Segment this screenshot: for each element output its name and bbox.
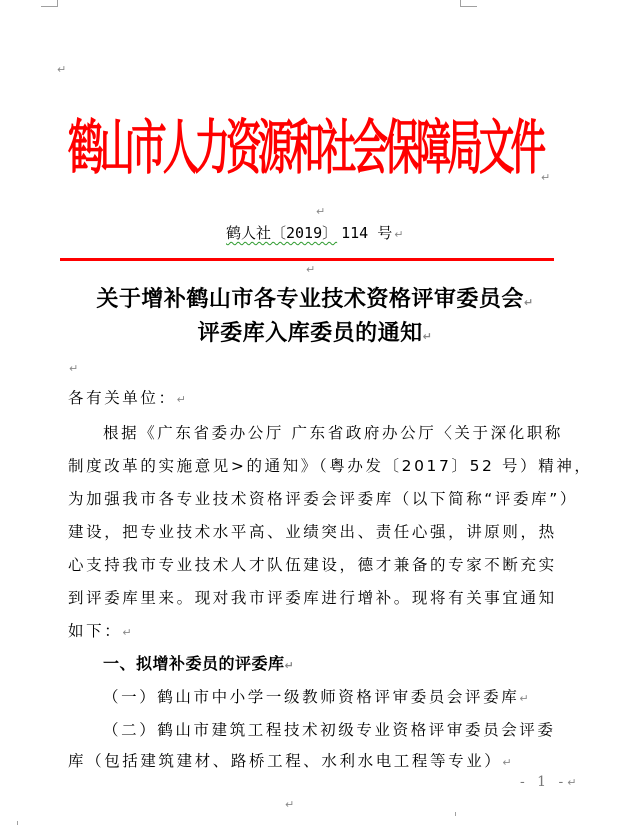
page-corner-mark-bottom-right xyxy=(455,812,457,816)
body-line-6: 到评委库里来。现对我市评委库进行增补。现将有关事宜通知 xyxy=(68,589,557,607)
title-line-2-text: 评委库入库委员的通知 xyxy=(197,320,423,346)
paragraph-mark-icon: ↵ xyxy=(176,393,189,406)
paragraph-mark-icon: ↵ xyxy=(122,626,135,639)
body-line-4: 建设，把专业技术水平高、业绩突出、责任心强，讲原则，热 xyxy=(68,523,557,541)
body-line-2: 制度改革的实施意见>的通知》（粤办发〔2017〕52 号）精神， xyxy=(68,457,593,475)
paragraph-mark-icon: ↵ xyxy=(541,171,551,184)
list-item-1-text: （一）鹤山市中小学一级教师资格评审委员会评委库 xyxy=(103,688,520,706)
body-line-7-text: 如下： xyxy=(68,622,123,640)
notice-title-line-1 xyxy=(60,282,570,313)
paragraph-mark-icon: ↵ xyxy=(306,263,316,276)
body-line-1: 根据《广东省委办公厅 广东省政府办公厅〈关于深化职称 xyxy=(103,424,564,442)
list-item-2-continued-text: 库（包括建筑建材、路桥工程、水利水电工程等专业） xyxy=(68,752,503,770)
page-corner-mark-top-left xyxy=(41,0,58,7)
page-corner-mark-top-right xyxy=(460,0,477,7)
list-item-2-continued xyxy=(68,751,568,771)
paragraph-mark-icon: ↵ xyxy=(69,362,79,375)
salutation xyxy=(68,388,568,408)
body-line-7 xyxy=(68,621,568,641)
section-heading-text: 一、拟增补委员的评委库 xyxy=(103,654,285,673)
paragraph-mark-icon: ↵ xyxy=(523,296,534,309)
paragraph-mark-icon: ↵ xyxy=(519,692,532,705)
page-corner-mark-bottom-left xyxy=(17,821,19,825)
header-red-rule xyxy=(60,258,554,261)
page-number-text: - 1 - xyxy=(520,774,568,790)
notice-title-line-2 xyxy=(60,316,570,347)
document-header-title xyxy=(68,86,543,210)
list-item-2: （二）鹤山市建筑工程技术初级专业资格评审委员会评委 xyxy=(103,721,556,739)
document-number-ref: 鹤人社〔2019〕 xyxy=(226,224,338,242)
section-heading xyxy=(103,654,603,674)
page-number xyxy=(520,774,581,790)
document-number-num: 114 号 xyxy=(341,224,393,242)
paragraph-mark-icon: ↵ xyxy=(394,228,404,241)
salutation-text: 各有关单位： xyxy=(68,389,177,407)
paragraph-mark-icon: ↵ xyxy=(422,330,433,343)
header-title-text: 鹤山市人力资源和社会保障局文件 xyxy=(68,112,543,183)
document-number xyxy=(226,222,403,243)
paragraph-mark-icon: ↵ xyxy=(284,659,295,672)
title-line-1-text: 关于增补鹤山市各专业技术资格评审委员会 xyxy=(96,286,524,312)
paragraph-mark-icon: ↵ xyxy=(57,63,67,76)
body-line-3: 为加强我市各专业技术资格评委会评委库（以下简称“评委库”） xyxy=(68,490,578,508)
paragraph-mark-icon: ↵ xyxy=(567,776,581,789)
list-item-1 xyxy=(103,687,603,707)
paragraph-mark-icon: ↵ xyxy=(285,798,295,811)
body-line-5: 心支持我市专业技术人才队伍建设，德才兼备的专家不断充实 xyxy=(68,556,557,574)
paragraph-mark-icon: ↵ xyxy=(502,756,515,769)
paragraph-mark-icon: ↵ xyxy=(316,205,326,218)
